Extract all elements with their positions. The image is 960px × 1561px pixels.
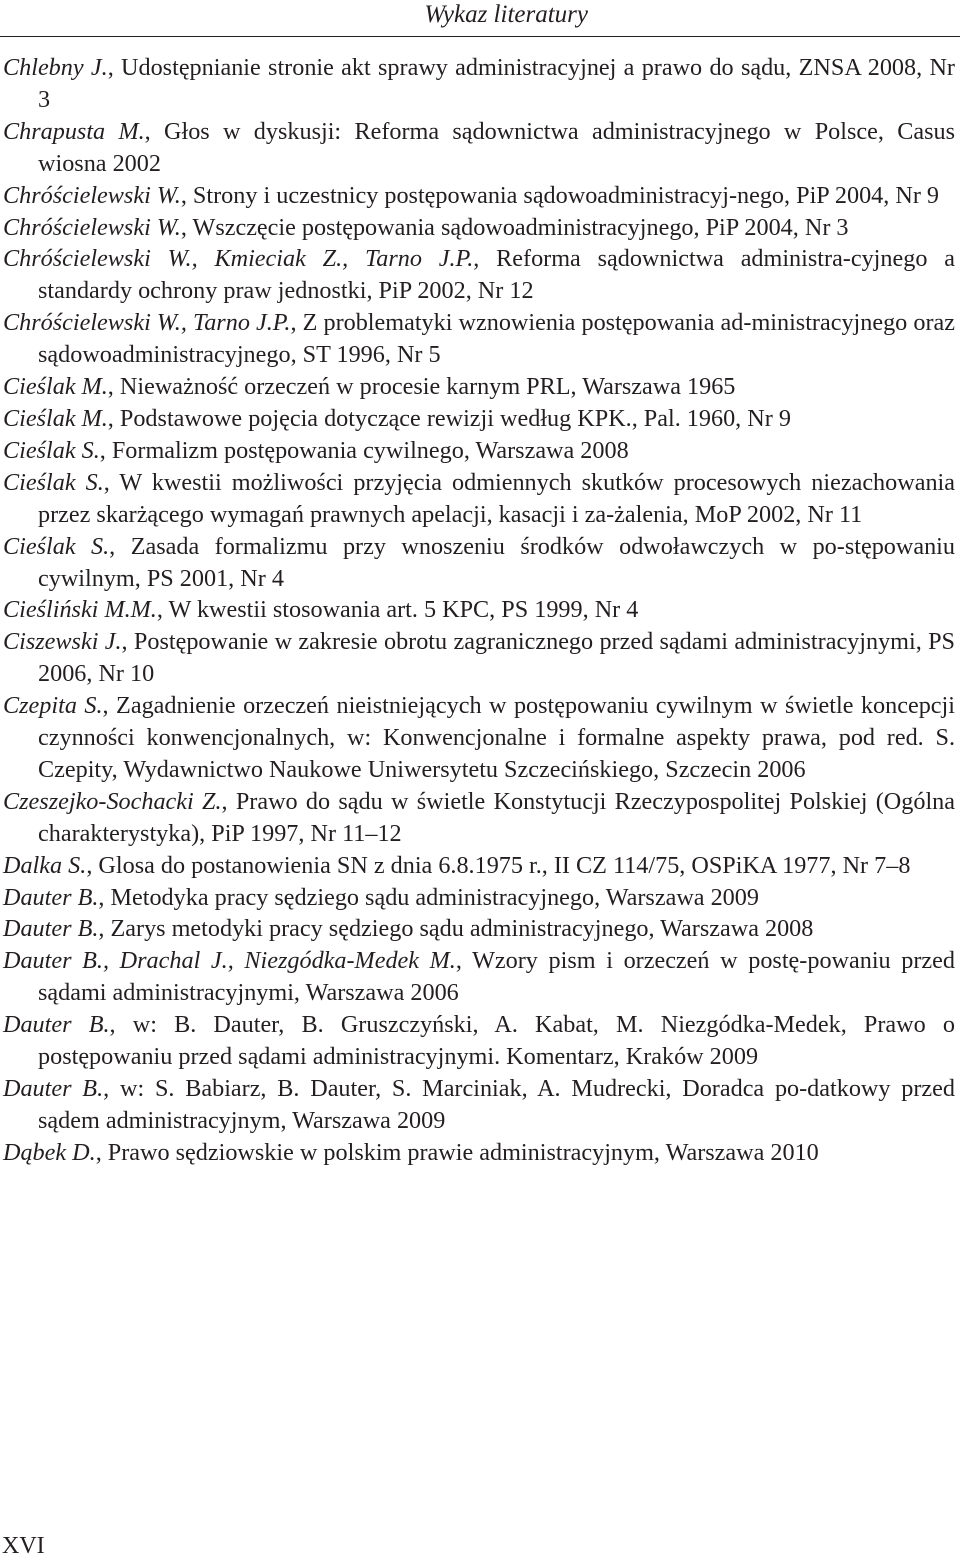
entry-author: Dąbek D. — [3, 1138, 96, 1166]
entry-author: Dalka S. — [3, 851, 87, 879]
entry-text: , W kwestii możliwości przyjęcia odmiennych skutków procesowych niezachowania przez skarżącego wymagań prawnych apelacji, kasacji i za-żalenia, MoP 2002, Nr 11 — [38, 468, 955, 528]
entry-author: Czeszejko-Sochacki Z. — [3, 787, 222, 815]
entry-text: , Strony i uczestnicy postępowania sądowoadministracyj-nego, PiP 2004, Nr 9 — [180, 181, 940, 209]
entry-author: Cieślak S. — [3, 436, 100, 464]
entry-author: Chrapusta M. — [3, 117, 145, 145]
bibliography-entry — [3, 1073, 955, 1137]
entry-text: , Glosa do postanowienia SN z dnia 6.8.1975 r., II CZ 114/75, OSPiKA 1977, Nr 7–8 — [86, 851, 911, 879]
entry-text: , Postępowanie w zakresie obrotu zagranicznego przed sądami administracyjnymi, PS 2006, Nr 10 — [38, 628, 956, 688]
bibliography-entry — [3, 945, 955, 1009]
entry-text: , Formalizm postępowania cywilnego, Warszawa 2008 — [99, 436, 629, 464]
entry-author: Ciszewski J. — [3, 628, 122, 656]
bibliography-entry — [3, 371, 955, 403]
bibliography-entry — [3, 1137, 955, 1169]
entry-author: Dauter B. — [3, 883, 99, 911]
entry-author: Chlebny J. — [3, 54, 108, 81]
bibliography-entry — [3, 212, 955, 244]
bibliography-entry — [3, 52, 955, 116]
bibliography-entry — [3, 1009, 955, 1073]
bibliography-entry — [3, 307, 955, 371]
page-number: XVI — [2, 1533, 45, 1559]
entry-text: , Zagadnienie orzeczeń nieistniejących w postępowaniu cywilnym w świetle koncepcji czynności konwencjonalnych, w: Konwencjonalne i formalne aspekty prawa, pod red. S. Czepity, Wydawnictwo Naukowe Uniwersytetu Szczecińskiego, Szczecin 2006 — [38, 692, 955, 783]
entry-author: Chróścielewski W., Tarno J.P. — [3, 309, 291, 337]
bibliography-entry — [3, 626, 955, 690]
entry-text: , w: B. Dauter, B. Gruszczyński, A. Kabat, M. Niezgódka-Medek, Prawo o postępowaniu przed sądami administracyjnymi. Komentarz, Kraków 2009 — [38, 1011, 955, 1071]
bibliography-entry — [3, 913, 955, 945]
bibliography-entry — [3, 786, 955, 850]
bibliography-entry — [3, 403, 955, 435]
entry-author: Dauter B. — [3, 915, 99, 943]
entry-text: , Wzory pism i orzeczeń w postę-powaniu przed sądami administracyjnymi, Warszawa 2006 — [38, 947, 955, 1007]
bibliography-entry — [3, 435, 955, 467]
bibliography-entry — [3, 467, 955, 531]
entry-text: , Zasada formalizmu przy wnoszeniu środków odwoławczych w po-stępowaniu cywilnym, PS 2001, Nr 4 — [38, 532, 955, 592]
entry-author: Chróścielewski W. — [3, 213, 181, 241]
bibliography-entry — [3, 594, 955, 626]
entry-author: Cieślak S. — [3, 532, 110, 560]
entry-author: Chróścielewski W., Kmieciak Z., Tarno J.P. — [3, 245, 474, 273]
bibliography-entry — [3, 180, 955, 212]
entry-author: Cieślak M. — [3, 373, 108, 401]
entry-author: Cieślak M. — [3, 404, 108, 432]
entry-author: Czepita S. — [3, 692, 103, 720]
entry-author: Dauter B., Drachal J., Niezgódka-Medek M. — [3, 947, 456, 975]
entry-author: Chróścielewski W. — [3, 181, 181, 209]
header-title: Wykaz literatury — [424, 1, 588, 28]
entry-text: , Prawo do sądu w świetle Konstytucji Rzeczypospolitej Polskiej (Ogólna charakterystyka), PiP 1997, Nr 11–12 — [38, 787, 955, 847]
entry-text: , w: S. Babiarz, B. Dauter, S. Marciniak, A. Mudrecki, Doradca po-datkowy przed sądem administracyjnym, Warszawa 2009 — [38, 1075, 955, 1134]
entry-author: Dauter B. — [3, 1011, 110, 1039]
entry-text: , Głos w dyskusji: Reforma sądownictwa administracyjnego w Polsce, Casus wiosna 2002 — [38, 117, 955, 177]
entry-author: Dauter B. — [3, 1075, 104, 1102]
bibliography-entry — [3, 243, 955, 307]
bibliography-entry — [3, 690, 955, 786]
entry-text: , Nieważność orzeczeń w procesie karnym PRL, Warszawa 1965 — [107, 373, 736, 401]
entry-text: , Z problematyki wznowienia postępowania ad-ministracyjnego oraz sądowoadministracyjnego, ST 1996, Nr 5 — [38, 309, 955, 369]
entry-text: , Udostępnianie stronie akt sprawy administracyjnej a prawo do sądu, ZNSA 2008, Nr 3 — [38, 54, 955, 113]
running-header — [0, 0, 960, 37]
entry-text: , W kwestii stosowania art. 5 KPC, PS 1999, Nr 4 — [156, 596, 639, 624]
bibliography-list — [3, 52, 955, 1169]
entry-text: , Wszczęcie postępowania sądowoadministracyjnego, PiP 2004, Nr 3 — [180, 213, 849, 241]
entry-text: , Prawo sędziowskie w polskim prawie administracyjnym, Warszawa 2010 — [95, 1138, 819, 1166]
entry-text: , Metodyka pracy sędziego sądu administracyjnego, Warszawa 2009 — [98, 883, 759, 911]
bibliography-entry — [3, 882, 955, 914]
entry-author: Cieślak S. — [3, 468, 104, 496]
entry-text: , Podstawowe pojęcia dotyczące rewizji według KPK., Pal. 1960, Nr 9 — [107, 404, 791, 432]
entry-text: , Zarys metodyki pracy sędziego sądu administracyjnego, Warszawa 2008 — [98, 915, 814, 943]
entry-text: , Reforma sądownictwa administra-cyjnego a standardy ochrony praw jednostki, PiP 2002, Nr 12 — [38, 245, 955, 305]
bibliography-entry — [3, 850, 955, 882]
bibliography-entry — [3, 116, 955, 180]
bibliography-entry — [3, 531, 955, 595]
entry-author: Cieśliński M.M. — [3, 596, 157, 624]
